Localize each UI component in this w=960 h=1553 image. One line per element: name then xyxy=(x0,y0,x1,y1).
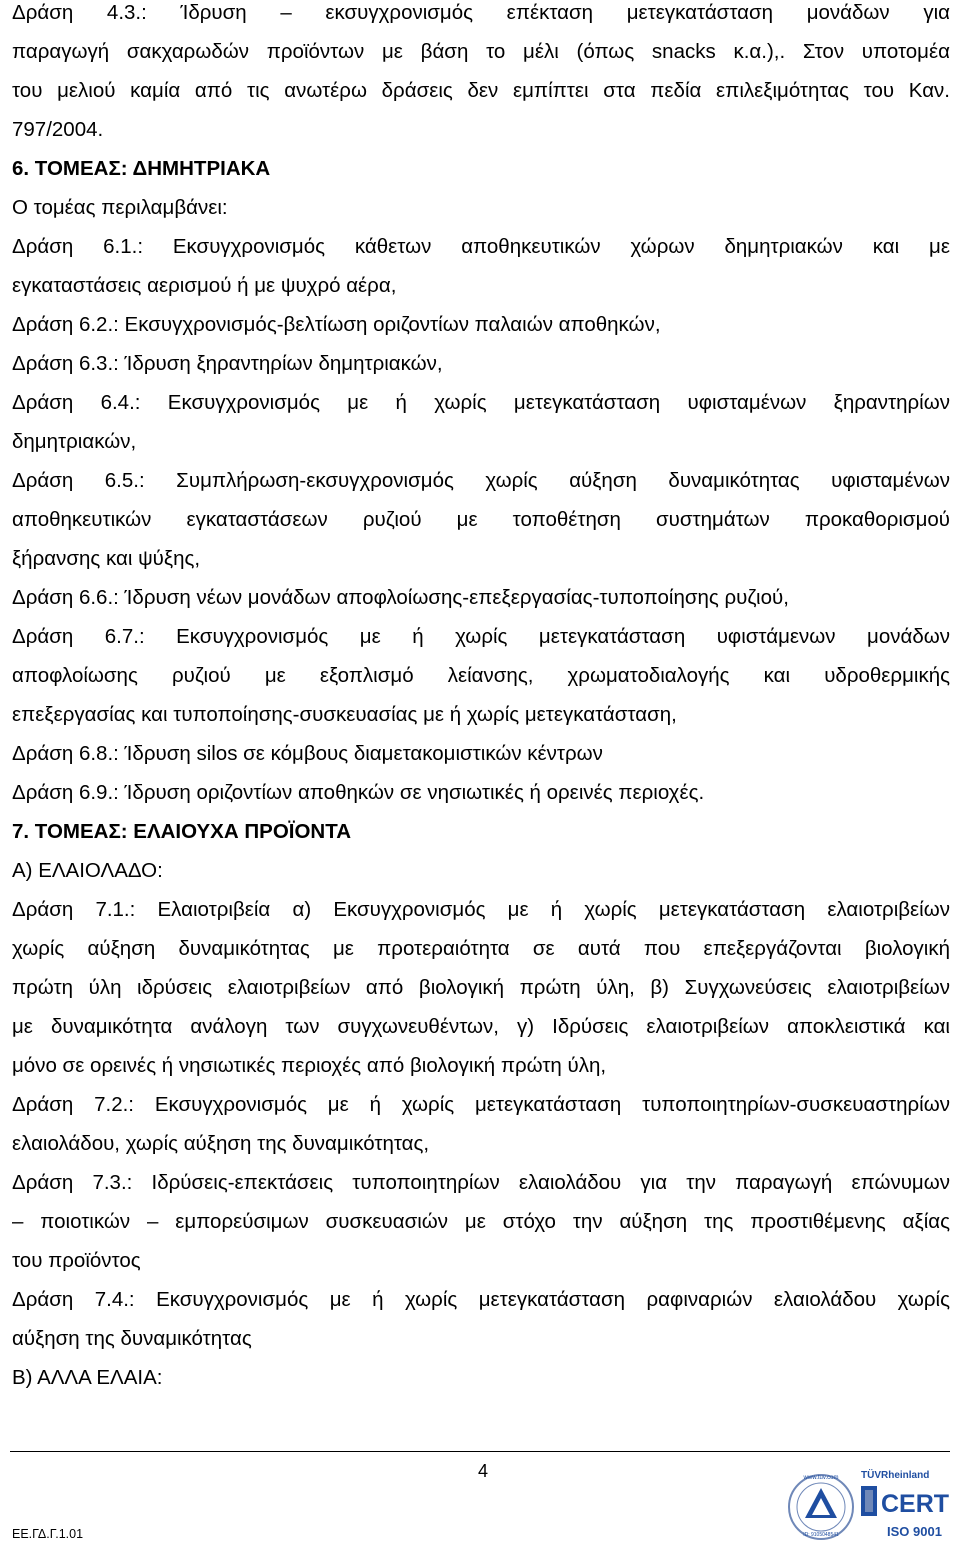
text-line: αποθηκευτικών εγκαταστάσεων ρυζιού με τοποθέτηση συστημάτων προκαθορισμού xyxy=(12,508,950,531)
text-line: Α) ΕΛΑΙΟΛΑΔΟ: xyxy=(12,859,163,882)
text-line: Ο τομέας περιλαμβάνει: xyxy=(12,196,228,219)
svg-text:TÜVRheinland: TÜVRheinland xyxy=(861,1470,930,1481)
text-line: μόνο σε ορεινές ή νησιωτικές περιοχές από βιολογική πρώτη ύλη, xyxy=(12,1054,607,1077)
text-line: 797/2004. xyxy=(12,118,104,141)
text-line: Δράση 7.3.: Ιδρύσεις-επεκτάσεις τυποποιητηρίων ελαιολάδου για την παραγωγή επώνυμων xyxy=(12,1171,950,1194)
svg-text:CERT: CERT xyxy=(881,1490,950,1518)
text-line: με δυναμικότητα ανάλογη των συγχωνευθέντων, γ) Ιδρύσεις ελαιοτριβείων αποκλειστικά και xyxy=(12,1015,950,1038)
text-line: Δράση 6.5.: Συμπλήρωση-εκσυγχρονισμός χωρίς αύξηση δυναμικότητας υφισταμένων xyxy=(12,469,950,492)
svg-text:ID: 9105048541: ID: 9105048541 xyxy=(803,1532,839,1538)
text-line: Δράση 6.3.: Ίδρυση ξηραντηρίων δημητριακών, xyxy=(12,352,443,375)
text-line: Δράση 6.4.: Εκσυγχρονισμός με ή χωρίς μετεγκατάσταση υφισταμένων ξηραντηρίων xyxy=(12,391,950,414)
text-line: παραγωγή σακχαρωδών προϊόντων με βάση το μέλι (όπως snacks κ.α.),. Στον υποτομέα xyxy=(12,40,950,63)
text-line: χωρίς αύξηση δυναμικότητας με προτεραιότητα σε αυτά που επεξεργάζονται βιολογική xyxy=(12,937,950,960)
text-line: του προϊόντος xyxy=(12,1249,141,1272)
text-line: ξήρανσης και ψύξης, xyxy=(12,547,201,570)
section-heading: 7. ΤΟΜΕΑΣ: ΕΛΑΙΟΥΧΑ ΠΡΟΪΟΝΤΑ xyxy=(12,820,352,843)
text-line: Δράση 6.1.: Εκσυγχρονισμός κάθετων αποθηκευτικών χώρων δημητριακών και με xyxy=(12,235,950,258)
text-line: Δράση 6.6.: Ίδρυση νέων μονάδων αποφλοίωσης-επεξεργασίας-τυποποίησης ρυζιού, xyxy=(12,586,789,609)
text-line: Β) ΑΛΛΑ ΕΛΑΙΑ: xyxy=(12,1366,163,1389)
text-line: δημητριακών, xyxy=(12,430,137,453)
text-line: Δράση 7.4.: Εκσυγχρονισμός με ή χωρίς μετεγκατάσταση ραφιναριών ελαιολάδου χωρίς xyxy=(12,1288,950,1311)
text-line: – ποιοτικών – εμπορεύσιμων συσκευασιών με στόχο την αύξηση της προστιθέμενης αξίας xyxy=(12,1210,950,1233)
text-line: αποφλοίωσης ρυζιού με εξοπλισμό λείανσης, χρωματοδιαλογής και υδροθερμικής xyxy=(12,664,950,687)
text-line: Δράση 4.3.: Ίδρυση – εκσυγχρονισμός επέκταση μετεγκατάσταση μονάδων για xyxy=(12,1,950,24)
document-code: ΕΕ.ΓΔ.Γ.1.01 xyxy=(12,1527,84,1541)
svg-text:ISO 9001: ISO 9001 xyxy=(887,1524,942,1539)
page-number: 4 xyxy=(477,1461,488,1481)
text-line: Δράση 6.8.: Ίδρυση silos σε κόμβους διαμετακομιστικών κέντρων xyxy=(12,742,603,765)
text-line: επεξεργασίας και τυποποίησης-συσκευασίας με ή χωρίς μετεγκατάσταση, xyxy=(12,703,677,726)
section-heading: 6. ΤΟΜΕΑΣ: ΔΗΜΗΤΡΙΑΚΑ xyxy=(12,157,271,180)
text-line: Δράση 7.1.: Ελαιοτριβεία α) Εκσυγχρονισμός με ή χωρίς μετεγκατάσταση ελαιοτριβείων xyxy=(12,898,950,921)
svg-text:www.tuv.com: www.tuv.com xyxy=(803,1475,839,1481)
tuv-certification-logo xyxy=(787,1466,953,1548)
text-line: Δράση 7.2.: Εκσυγχρονισμός με ή χωρίς μετεγκατάσταση τυποποιητηρίων-συσκευαστηρίων xyxy=(12,1093,950,1116)
text-line: Δράση 6.2.: Εκσυγχρονισμός-βελτίωση οριζοντίων παλαιών αποθηκών, xyxy=(12,313,661,336)
text-line: ελαιολάδου, χωρίς αύξηση της δυναμικότητας, xyxy=(12,1132,430,1155)
tuv-cert-seal-and-mark xyxy=(787,1466,953,1548)
text-line: εγκαταστάσεις αερισμού ή με ψυχρό αέρα, xyxy=(12,274,397,297)
text-line: Δράση 6.7.: Εκσυγχρονισμός με ή χωρίς μετεγκατάσταση υφιστάμενων μονάδων xyxy=(12,625,950,648)
text-line: πρώτη ύλη ιδρύσεις ελαιοτριβείων από βιολογική πρώτη ύλη, β) Συγχωνεύσεις ελαιοτριβείων xyxy=(12,976,950,999)
text-line: αύξηση της δυναμικότητας xyxy=(12,1327,252,1350)
text-line: του μελιού καμία από τις ανωτέρω δράσεις δεν εμπίπτει στα πεδία επιλεξιμότητας του Καν. xyxy=(12,79,950,102)
footer-divider xyxy=(10,1451,950,1452)
text-line: Δράση 6.9.: Ίδρυση οριζοντίων αποθηκών σε νησιωτικές ή ορεινές περιοχές. xyxy=(12,781,705,804)
